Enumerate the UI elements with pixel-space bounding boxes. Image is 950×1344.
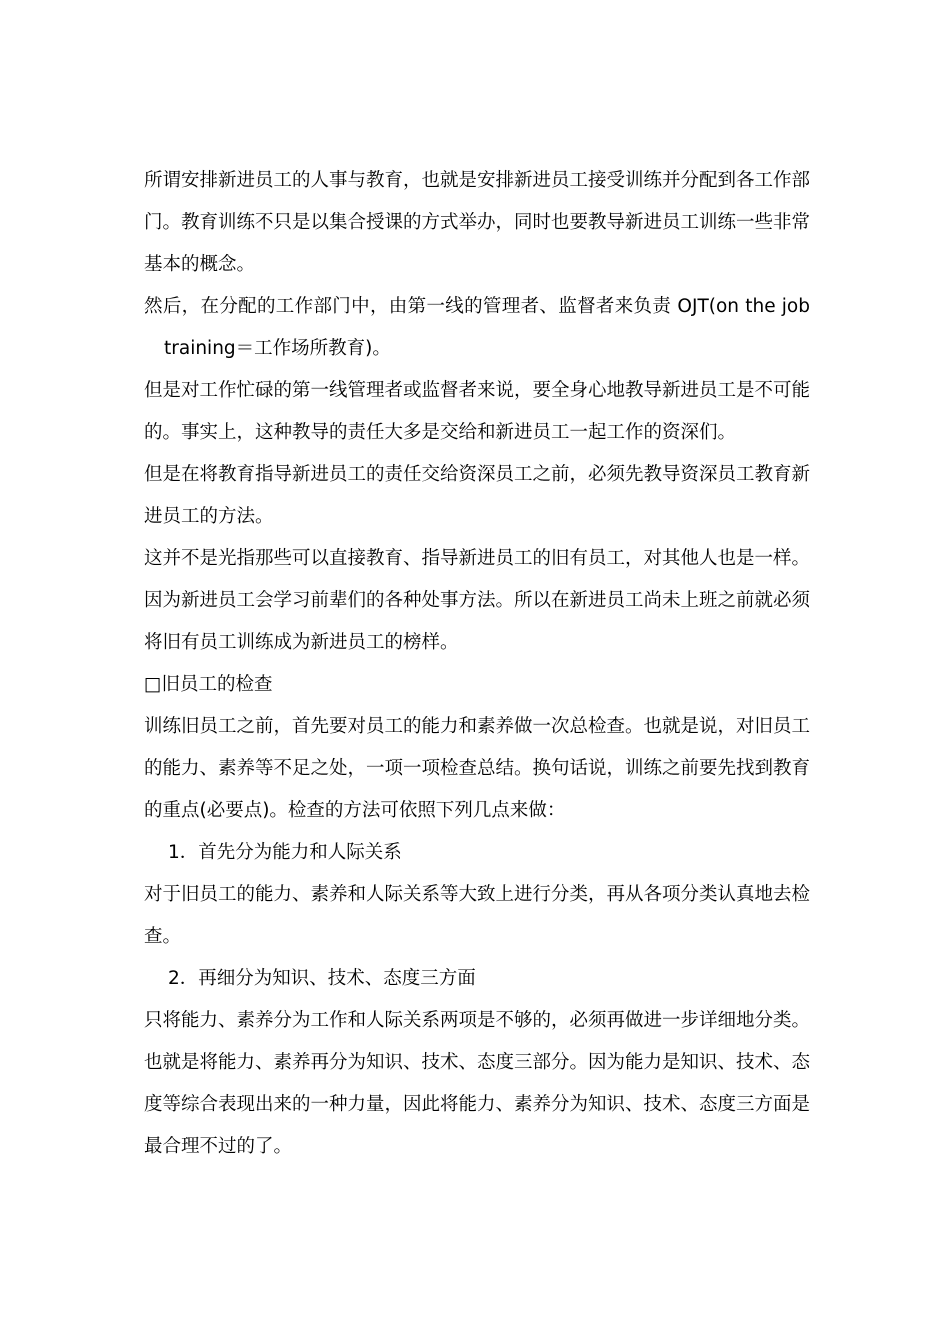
paragraph-senior-staff: 但是在将教育指导新进员工的责任交给资深员工之前，必须先教导资深员工教育新进员工的方法。 (144, 464, 811, 527)
section-heading-old-staff-check: □旧员工的检查 (144, 674, 273, 695)
paragraph-item-2: 只将能力、素养分为工作和人际关系两项是不够的，必须再做进一步详细地分类。也就是将能力、素养再分为知识、技术、态度三部分。因为能力是知识、技术、态度等综合表现出来的一种力量，因此将能力、素养分为知识、技术、态度三方面是最合理不过的了。 (144, 1010, 811, 1157)
paragraph-item-1: 对于旧员工的能力、素养和人际关系等大致上进行分类，再从各项分类认真地去检查。 (144, 884, 811, 947)
paragraph-intro: 所谓安排新进员工的人事与教育，也就是安排新进员工接受训练并分配到各工作部门。教育训练不只是以集合授课的方式举办，同时也要教导新进员工训练一些非常基本的概念。 (144, 170, 811, 275)
list-item-1-heading: 1．首先分为能力和人际关系 (168, 842, 402, 863)
document-body (144, 160, 810, 1168)
paragraph-check-overview: 训练旧员工之前，首先要对员工的能力和素养做一次总检查。也就是说，对旧员工的能力、素养等不足之处，一项一项检查总结。换句话说，训练之前要先找到教育的重点(必要点)。检查的方法可依照下列几点来做： (144, 716, 811, 821)
paragraph-others: 这并不是光指那些可以直接教育、指导新进员工的旧有员工，对其他人也是一样。 (144, 548, 811, 569)
paragraph-managers: 但是对工作忙碌的第一线管理者或监督者来说，要全身心地教导新进员工是不可能的。事实上，这种教导的责任大多是交给和新进员工一起工作的资深们。 (144, 380, 811, 443)
paragraph-role-model: 因为新进员工会学习前辈们的各种处事方法。所以在新进员工尚未上班之前就必须将旧有员工训练成为新进员工的榜样。 (144, 590, 811, 653)
list-item-2-heading: 2．再细分为知识、技术、态度三方面 (168, 968, 476, 989)
paragraph-ojt: 然后，在分配的工作部门中，由第一线的管理者、监督者来负责 OJT(on the job training＝工作场所教育)。 (144, 296, 810, 359)
